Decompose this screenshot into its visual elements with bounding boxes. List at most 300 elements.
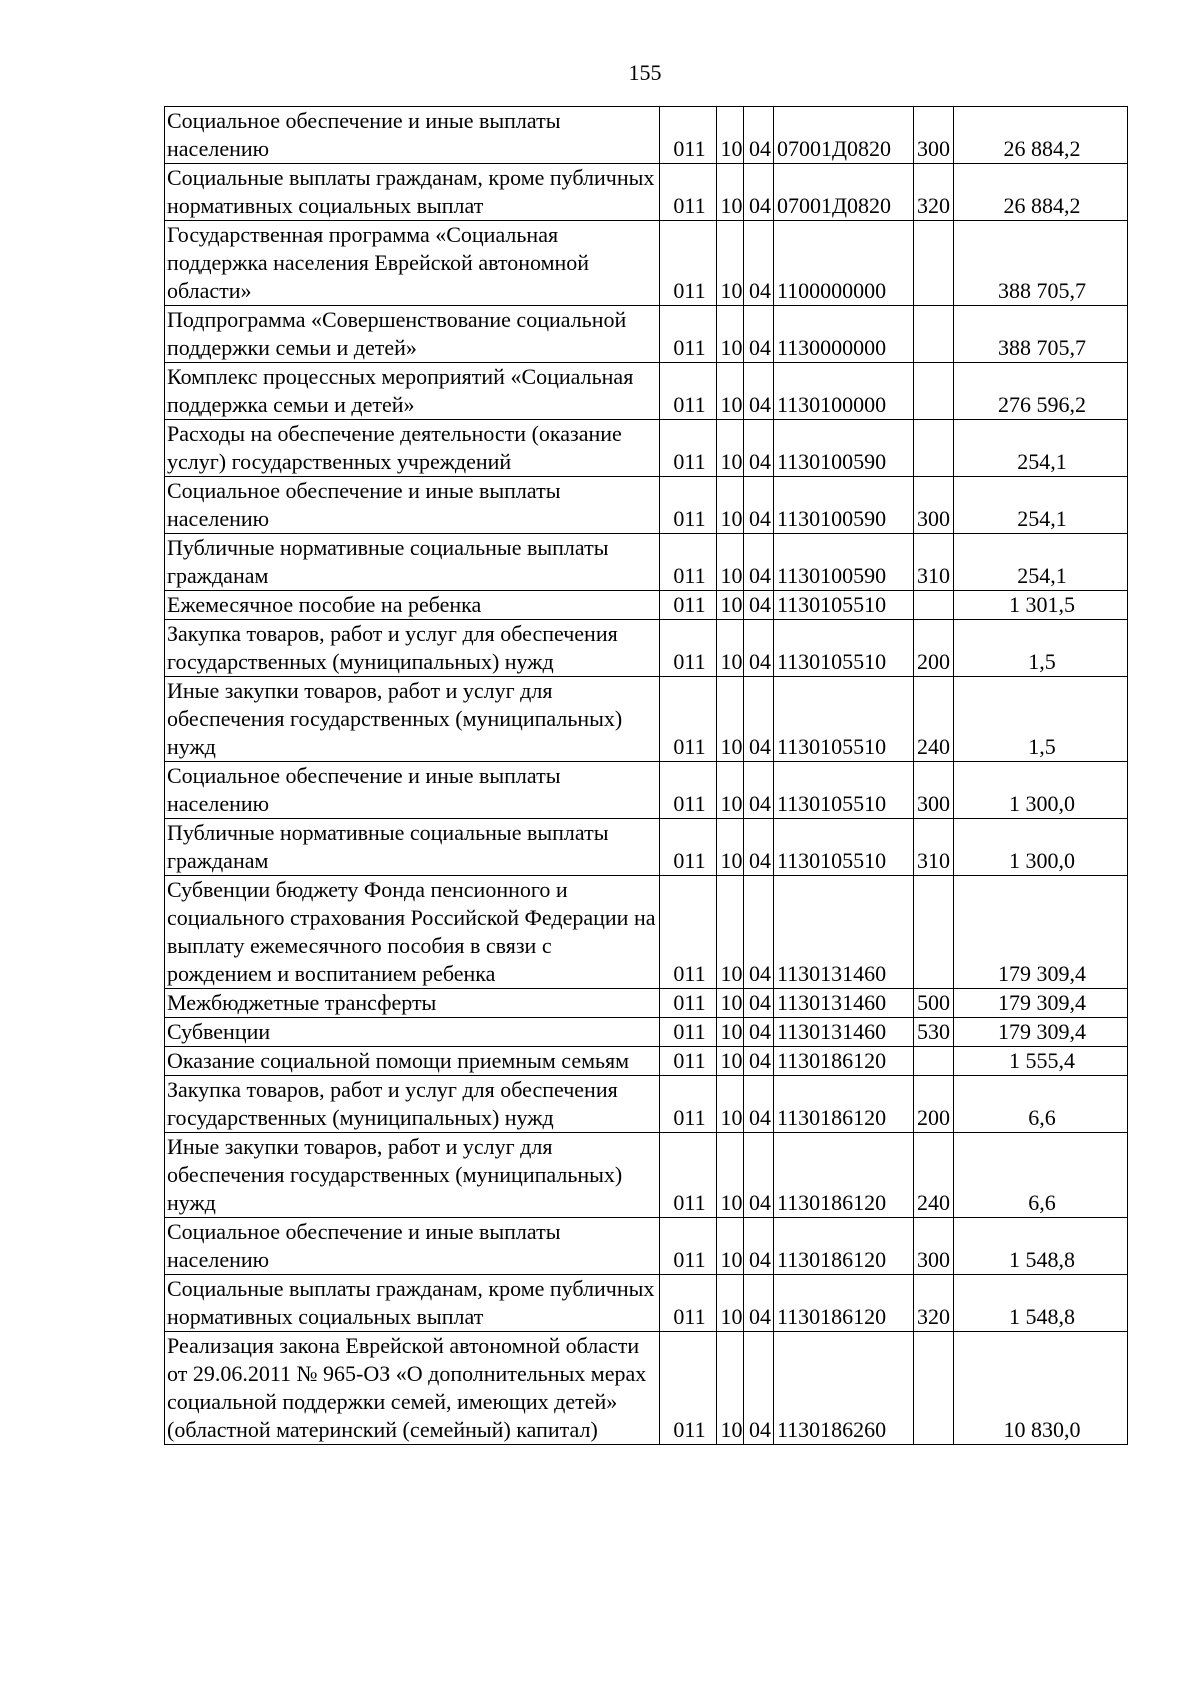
expense-type-code: 310 [917, 563, 950, 588]
row-name: Субвенции [167, 1019, 271, 1044]
table-row [165, 164, 1128, 221]
amount: 254,1 [1017, 563, 1067, 588]
admin-code: 011 [673, 278, 706, 303]
row-name-cell [165, 306, 660, 363]
target-article-code: 1130105510 [777, 848, 887, 873]
target-article-code-cell [774, 221, 914, 306]
target-article-code-cell [774, 534, 914, 591]
subsection-code: 04 [749, 791, 771, 816]
section-code: 10 [720, 278, 743, 303]
section-code-cell [717, 876, 744, 989]
subsection-code: 04 [749, 1417, 771, 1442]
expense-type-code-cell [914, 420, 954, 477]
expense-type-code-cell [914, 1076, 954, 1133]
section-code: 10 [720, 1048, 743, 1073]
target-article-code-cell [774, 164, 914, 221]
expense-type-code-cell [914, 876, 954, 989]
amount-cell [954, 1076, 1128, 1133]
section-code-cell [717, 107, 744, 164]
section-code: 10 [720, 1105, 743, 1130]
row-name: Иные закупки товаров, работ и услуг для обеспечения государственных (муниципальных) нужд [167, 678, 623, 759]
section-code-cell [717, 1047, 744, 1076]
expense-type-code: 200 [917, 649, 950, 674]
section-code: 10 [720, 392, 743, 417]
amount-cell [954, 620, 1128, 677]
target-article-code: 1130100590 [777, 449, 887, 474]
subsection-code: 04 [749, 1190, 771, 1215]
target-article-code: 1130186120 [777, 1105, 887, 1130]
amount-cell [954, 591, 1128, 620]
section-code: 10 [720, 136, 743, 161]
row-name: Закупка товаров, работ и услуг для обеспечения государственных (муниципальных) нужд [167, 621, 618, 674]
subsection-code: 04 [749, 506, 771, 531]
amount: 26 884,2 [1003, 136, 1081, 161]
admin-code: 011 [673, 1417, 706, 1442]
expense-type-code-cell [914, 477, 954, 534]
amount: 254,1 [1017, 506, 1067, 531]
target-article-code-cell [774, 1076, 914, 1133]
table-row [165, 477, 1128, 534]
subsection-code: 04 [749, 1048, 771, 1073]
admin-code: 011 [673, 848, 706, 873]
expense-type-code-cell [914, 591, 954, 620]
admin-code: 011 [673, 506, 706, 531]
amount-cell [954, 534, 1128, 591]
row-name: Расходы на обеспечение деятельности (оказание услуг) государственных учреждений [167, 421, 622, 474]
row-name-cell [165, 989, 660, 1018]
expense-type-code-cell [914, 534, 954, 591]
expense-type-code-cell [914, 762, 954, 819]
row-name-cell [165, 1332, 660, 1445]
subsection-code-cell [744, 876, 774, 989]
section-code: 10 [720, 506, 743, 531]
row-name-cell [165, 1218, 660, 1275]
row-name: Закупка товаров, работ и услуг для обеспечения государственных (муниципальных) нужд [167, 1077, 618, 1130]
admin-code: 011 [673, 1105, 706, 1130]
row-name: Ежемесячное пособие на ребенка [167, 592, 482, 617]
target-article-code-cell [774, 363, 914, 420]
subsection-code-cell [744, 1076, 774, 1133]
subsection-code-cell [744, 819, 774, 876]
section-code: 10 [720, 649, 743, 674]
subsection-code: 04 [749, 649, 771, 674]
target-article-code: 1130186120 [777, 1190, 887, 1215]
subsection-code-cell [744, 534, 774, 591]
admin-code: 011 [673, 392, 706, 417]
section-code: 10 [720, 449, 743, 474]
row-name: Межбюджетные трансферты [167, 990, 437, 1015]
admin-code-cell [660, 1332, 717, 1445]
subsection-code-cell [744, 221, 774, 306]
admin-code: 011 [673, 136, 706, 161]
expense-type-code: 300 [917, 506, 950, 531]
admin-code: 011 [673, 1304, 706, 1329]
expense-type-code-cell [914, 107, 954, 164]
subsection-code-cell [744, 1332, 774, 1445]
amount: 388 705,7 [998, 335, 1086, 360]
subsection-code-cell [744, 677, 774, 762]
row-name-cell [165, 591, 660, 620]
amount-cell [954, 1332, 1128, 1445]
row-name-cell [165, 477, 660, 534]
subsection-code: 04 [749, 990, 771, 1015]
amount-cell [954, 1218, 1128, 1275]
amount: 179 309,4 [998, 1019, 1086, 1044]
amount-cell [954, 306, 1128, 363]
table-row [165, 762, 1128, 819]
admin-code-cell [660, 989, 717, 1018]
row-name: Социальное обеспечение и иные выплаты населению [167, 763, 561, 816]
section-code: 10 [720, 193, 743, 218]
section-code-cell [717, 1332, 744, 1445]
budget-table-body [165, 107, 1128, 1445]
amount: 179 309,4 [998, 990, 1086, 1015]
expense-type-code-cell [914, 164, 954, 221]
amount-cell [954, 164, 1128, 221]
section-code-cell [717, 477, 744, 534]
subsection-code-cell [744, 591, 774, 620]
table-row [165, 989, 1128, 1018]
expense-type-code-cell [914, 677, 954, 762]
subsection-code-cell [744, 306, 774, 363]
amount-cell [954, 1047, 1128, 1076]
amount-cell [954, 1133, 1128, 1218]
section-code-cell [717, 1018, 744, 1047]
subsection-code: 04 [749, 193, 771, 218]
amount: 26 884,2 [1003, 193, 1081, 218]
section-code: 10 [720, 1019, 743, 1044]
amount-cell [954, 477, 1128, 534]
admin-code-cell [660, 620, 717, 677]
row-name-cell [165, 363, 660, 420]
section-code: 10 [720, 1304, 743, 1329]
row-name-cell [165, 1275, 660, 1332]
subsection-code: 04 [749, 136, 771, 161]
admin-code-cell [660, 107, 717, 164]
expense-type-code-cell [914, 1133, 954, 1218]
admin-code: 011 [673, 563, 706, 588]
expense-type-code-cell [914, 1275, 954, 1332]
admin-code-cell [660, 1076, 717, 1133]
admin-code-cell [660, 1047, 717, 1076]
target-article-code-cell [774, 1218, 914, 1275]
row-name-cell [165, 420, 660, 477]
amount: 1 548,8 [1009, 1247, 1075, 1272]
amount-cell [954, 363, 1128, 420]
table-row [165, 876, 1128, 989]
admin-code-cell [660, 591, 717, 620]
subsection-code-cell [744, 989, 774, 1018]
row-name-cell [165, 1047, 660, 1076]
section-code-cell [717, 1275, 744, 1332]
subsection-code-cell [744, 1275, 774, 1332]
section-code: 10 [720, 1190, 743, 1215]
row-name: Субвенции бюджету Фонда пенсионного и социального страхования Российской Федерации на выплату ежемесячного пособия в связи с рождением и воспитанием ребенка [167, 877, 656, 986]
section-code-cell [717, 1133, 744, 1218]
expense-type-code-cell [914, 306, 954, 363]
admin-code-cell [660, 1018, 717, 1047]
amount: 6,6 [1028, 1105, 1056, 1130]
table-row [165, 591, 1128, 620]
subsection-code-cell [744, 1133, 774, 1218]
row-name-cell [165, 819, 660, 876]
subsection-code-cell [744, 420, 774, 477]
section-code-cell [717, 534, 744, 591]
row-name-cell [165, 107, 660, 164]
target-article-code: 1130186260 [777, 1417, 887, 1442]
row-name: Публичные нормативные социальные выплаты гражданам [167, 535, 609, 588]
target-article-code: 1130186120 [777, 1247, 887, 1272]
amount: 179 309,4 [998, 961, 1086, 986]
admin-code: 011 [673, 193, 706, 218]
admin-code-cell [660, 1275, 717, 1332]
section-code: 10 [720, 791, 743, 816]
admin-code: 011 [673, 1019, 706, 1044]
target-article-code-cell [774, 591, 914, 620]
section-code: 10 [720, 335, 743, 360]
subsection-code-cell [744, 1047, 774, 1076]
amount: 1 301,5 [1009, 592, 1075, 617]
table-row [165, 306, 1128, 363]
table-row [165, 677, 1128, 762]
expense-type-code: 320 [917, 193, 950, 218]
admin-code: 011 [673, 592, 706, 617]
section-code-cell [717, 1076, 744, 1133]
subsection-code: 04 [749, 734, 771, 759]
section-code: 10 [720, 961, 743, 986]
admin-code-cell [660, 221, 717, 306]
subsection-code: 04 [749, 278, 771, 303]
admin-code: 011 [673, 734, 706, 759]
admin-code-cell [660, 1133, 717, 1218]
amount-cell [954, 107, 1128, 164]
target-article-code: 1130186120 [777, 1048, 887, 1073]
expense-type-code: 240 [917, 734, 950, 759]
section-code-cell [717, 306, 744, 363]
table-row [165, 1047, 1128, 1076]
admin-code: 011 [673, 649, 706, 674]
expense-type-code-cell [914, 221, 954, 306]
subsection-code-cell [744, 620, 774, 677]
admin-code-cell [660, 164, 717, 221]
row-name-cell [165, 534, 660, 591]
table-row [165, 1076, 1128, 1133]
section-code-cell [717, 1218, 744, 1275]
admin-code: 011 [673, 961, 706, 986]
section-code-cell [717, 363, 744, 420]
row-name: Реализация закона Еврейской автономной области от 29.06.2011 № 965-ОЗ «О дополнительных мерах социальной поддержки семей, имеющих детей» (областной материнский (семейный) капитал) [167, 1333, 647, 1442]
target-article-code: 1130000000 [777, 335, 887, 360]
expense-type-code-cell [914, 1332, 954, 1445]
admin-code: 011 [673, 1190, 706, 1215]
amount: 1 555,4 [1009, 1048, 1075, 1073]
row-name-cell [165, 1076, 660, 1133]
expense-type-code-cell [914, 620, 954, 677]
target-article-code-cell [774, 1047, 914, 1076]
row-name-cell [165, 164, 660, 221]
row-name-cell [165, 677, 660, 762]
row-name: Публичные нормативные социальные выплаты гражданам [167, 820, 609, 873]
row-name-cell [165, 221, 660, 306]
amount-cell [954, 876, 1128, 989]
target-article-code: 1130105510 [777, 734, 887, 759]
amount: 254,1 [1017, 449, 1067, 474]
amount-cell [954, 1275, 1128, 1332]
section-code: 10 [720, 1417, 743, 1442]
admin-code: 011 [673, 990, 706, 1015]
section-code-cell [717, 221, 744, 306]
section-code-cell [717, 164, 744, 221]
amount-cell [954, 1018, 1128, 1047]
expense-type-code-cell [914, 1018, 954, 1047]
admin-code-cell [660, 420, 717, 477]
subsection-code: 04 [749, 449, 771, 474]
amount: 1 548,8 [1009, 1304, 1075, 1329]
row-name: Государственная программа «Социальная поддержка населения Еврейской автономной области» [167, 222, 590, 303]
section-code-cell [717, 762, 744, 819]
expense-type-code: 200 [917, 1105, 950, 1130]
subsection-code: 04 [749, 335, 771, 360]
table-row [165, 107, 1128, 164]
target-article-code-cell [774, 477, 914, 534]
admin-code-cell [660, 677, 717, 762]
admin-code-cell [660, 876, 717, 989]
table-row [165, 1218, 1128, 1275]
row-name: Подпрограмма «Совершенствование социальной поддержки семьи и детей» [167, 307, 627, 360]
target-article-code-cell [774, 1018, 914, 1047]
admin-code-cell [660, 819, 717, 876]
table-row [165, 420, 1128, 477]
expense-type-code: 320 [917, 1304, 950, 1329]
subsection-code: 04 [749, 1304, 771, 1329]
row-name-cell [165, 1133, 660, 1218]
target-article-code-cell [774, 620, 914, 677]
target-article-code-cell [774, 107, 914, 164]
subsection-code: 04 [749, 1247, 771, 1272]
table-row [165, 1133, 1128, 1218]
subsection-code-cell [744, 477, 774, 534]
target-article-code-cell [774, 819, 914, 876]
row-name-cell [165, 876, 660, 989]
row-name: Социальное обеспечение и иные выплаты населению [167, 478, 561, 531]
subsection-code: 04 [749, 563, 771, 588]
expense-type-code: 300 [917, 136, 950, 161]
subsection-code-cell [744, 164, 774, 221]
target-article-code-cell [774, 1275, 914, 1332]
row-name-cell [165, 620, 660, 677]
section-code-cell [717, 591, 744, 620]
target-article-code-cell [774, 1133, 914, 1218]
amount: 1 300,0 [1009, 848, 1075, 873]
target-article-code: 1130105510 [777, 592, 887, 617]
section-code: 10 [720, 1247, 743, 1272]
admin-code-cell [660, 762, 717, 819]
row-name: Социальные выплаты гражданам, кроме публичных нормативных социальных выплат [167, 165, 655, 218]
row-name: Социальные выплаты гражданам, кроме публичных нормативных социальных выплат [167, 1276, 655, 1329]
table-row [165, 1332, 1128, 1445]
row-name: Социальное обеспечение и иные выплаты населению [167, 1219, 561, 1272]
expense-type-code: 300 [917, 791, 950, 816]
target-article-code: 1130131460 [777, 961, 887, 986]
target-article-code: 1100000000 [777, 278, 887, 303]
amount-cell [954, 221, 1128, 306]
amount: 10 830,0 [1003, 1417, 1081, 1442]
target-article-code-cell [774, 989, 914, 1018]
table-row [165, 1018, 1128, 1047]
amount: 388 705,7 [998, 278, 1086, 303]
subsection-code: 04 [749, 848, 771, 873]
subsection-code-cell [744, 1218, 774, 1275]
target-article-code: 1130131460 [777, 1019, 887, 1044]
admin-code-cell [660, 477, 717, 534]
admin-code-cell [660, 363, 717, 420]
section-code: 10 [720, 848, 743, 873]
row-name: Оказание социальной помощи приемным семьям [167, 1048, 630, 1073]
subsection-code-cell [744, 363, 774, 420]
admin-code: 011 [673, 791, 706, 816]
expense-type-code-cell [914, 363, 954, 420]
amount-cell [954, 819, 1128, 876]
target-article-code: 1130100590 [777, 506, 887, 531]
table-row [165, 1275, 1128, 1332]
amount: 276 596,2 [998, 392, 1086, 417]
budget-table [164, 106, 1128, 1445]
subsection-code: 04 [749, 1019, 771, 1044]
expense-type-code-cell [914, 819, 954, 876]
section-code: 10 [720, 734, 743, 759]
subsection-code: 04 [749, 392, 771, 417]
row-name-cell [165, 1018, 660, 1047]
amount: 6,6 [1028, 1190, 1056, 1215]
target-article-code-cell [774, 677, 914, 762]
expense-type-code: 300 [917, 1247, 950, 1272]
row-name: Комплекс процессных мероприятий «Социальная поддержка семьи и детей» [167, 364, 634, 417]
section-code-cell [717, 677, 744, 762]
table-row [165, 363, 1128, 420]
expense-type-code-cell [914, 989, 954, 1018]
section-code: 10 [720, 990, 743, 1015]
row-name: Иные закупки товаров, работ и услуг для обеспечения государственных (муниципальных) нужд [167, 1134, 623, 1215]
expense-type-code: 530 [917, 1019, 950, 1044]
subsection-code-cell [744, 762, 774, 819]
subsection-code-cell [744, 1018, 774, 1047]
target-article-code: 1130186120 [777, 1304, 887, 1329]
subsection-code-cell [744, 107, 774, 164]
target-article-code-cell [774, 420, 914, 477]
expense-type-code-cell [914, 1047, 954, 1076]
target-article-code-cell [774, 1332, 914, 1445]
amount-cell [954, 762, 1128, 819]
expense-type-code: 310 [917, 848, 950, 873]
row-name: Социальное обеспечение и иные выплаты населению [167, 108, 561, 161]
admin-code: 011 [673, 1048, 706, 1073]
section-code: 10 [720, 563, 743, 588]
table-row [165, 620, 1128, 677]
target-article-code-cell [774, 762, 914, 819]
table-row [165, 534, 1128, 591]
target-article-code: 1130100000 [777, 392, 887, 417]
section-code-cell [717, 819, 744, 876]
admin-code-cell [660, 1218, 717, 1275]
target-article-code: 07001Д0820 [777, 136, 892, 161]
section-code-cell [717, 420, 744, 477]
target-article-code: 1130131460 [777, 990, 887, 1015]
page-number: 155 [628, 60, 662, 85]
section-code-cell [717, 620, 744, 677]
amount: 1,5 [1028, 649, 1056, 674]
section-code-cell [717, 989, 744, 1018]
target-article-code: 1130105510 [777, 649, 887, 674]
